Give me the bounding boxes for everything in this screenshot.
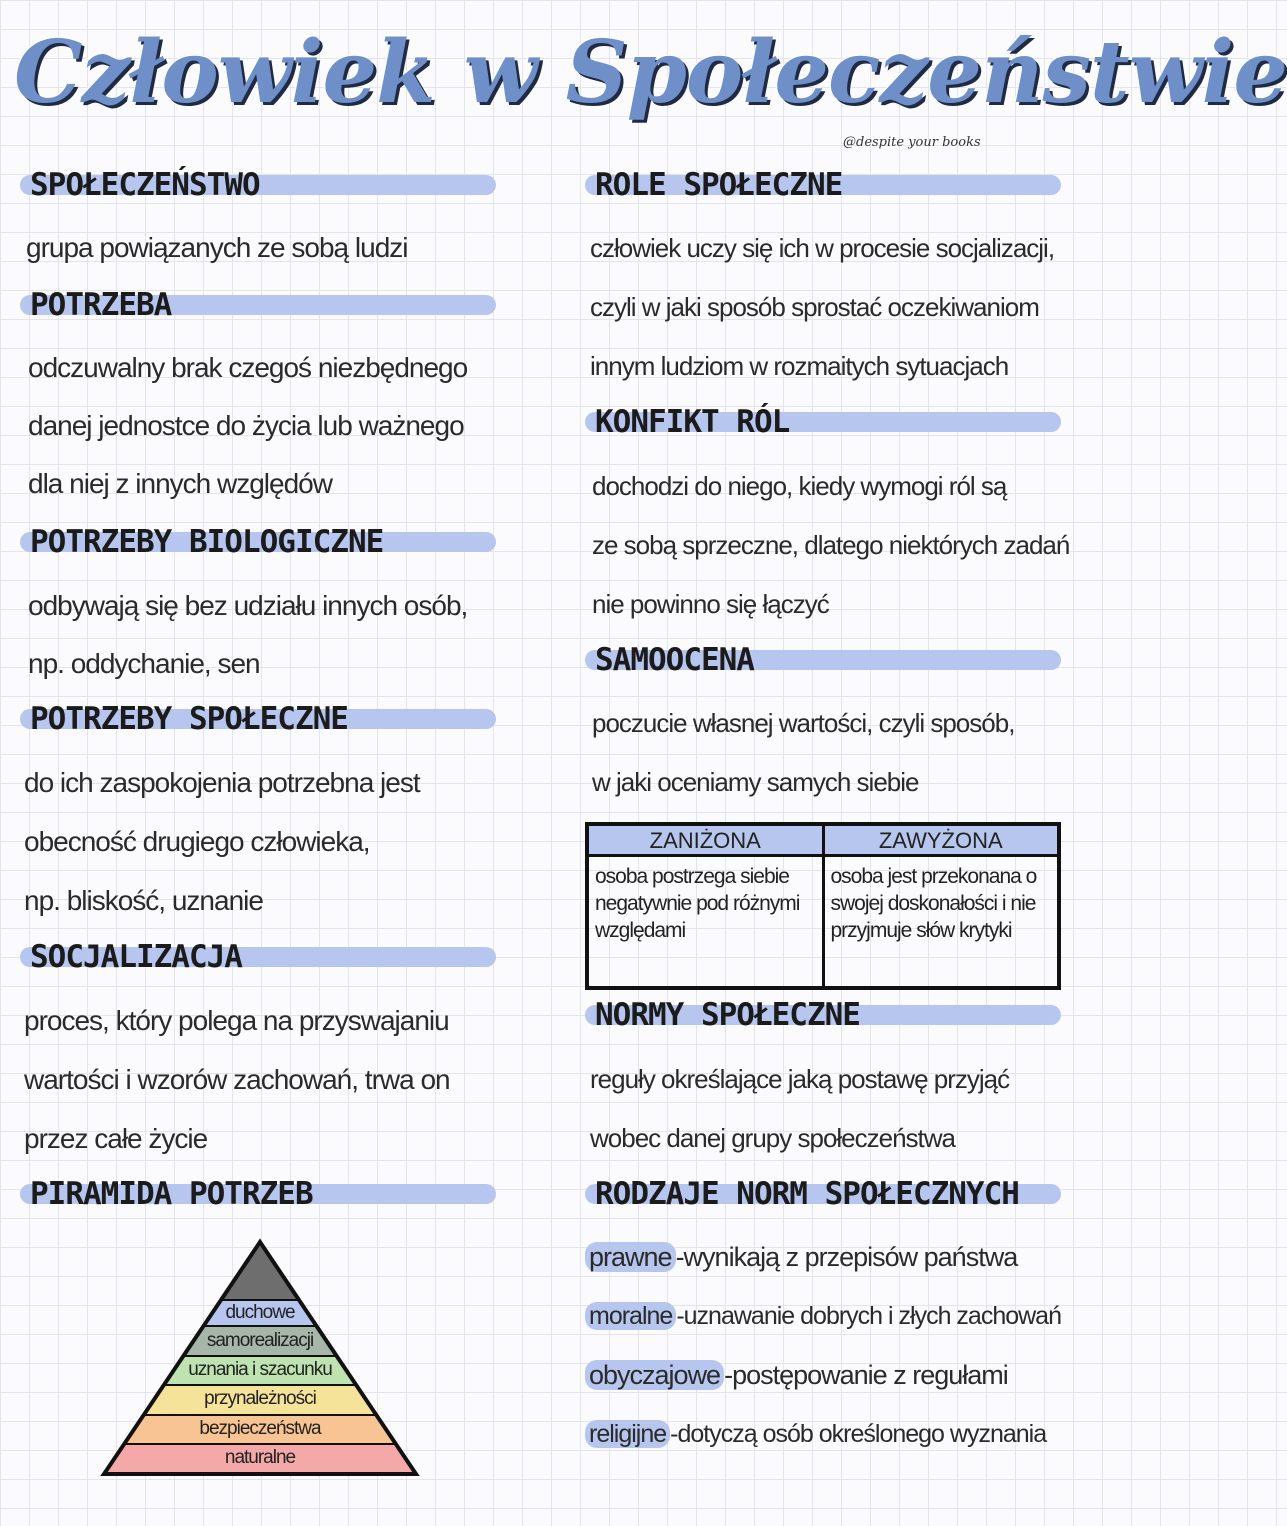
heading-text: SOCJALIZACJA [30, 939, 242, 975]
heading-text: POTRZEBY BIOLOGICZNE [30, 524, 384, 560]
text-line: grupa powiązanych ze sobą ludzi [26, 232, 408, 263]
heading-piramida-potrzeb [20, 1172, 496, 1216]
pyramid-band [221, 1242, 299, 1300]
text-line: poczucie własnej wartości, czyli sposób, [592, 708, 1015, 738]
table-cell-low: osoba postrzega siebie negatywnie pod różnymi względami [595, 865, 800, 942]
text-line: np. bliskość, uznanie [24, 885, 263, 916]
norm-term: prawne [585, 1242, 676, 1272]
text-line: dla niej z innych względów [28, 468, 332, 499]
norm-type-item [585, 1294, 1061, 1338]
heading-text: POTRZEBY SPOŁECZNE [30, 701, 348, 737]
text-line: reguły określające jaką postawę przyjąć [590, 1064, 1010, 1094]
page-title: Człowiek w Społeczeństwie [14, 22, 1287, 123]
pyramid-level-label: bezpieczeństwa [199, 1418, 321, 1439]
text-line: człowiek uczy się ich w procesie socjalizacji, [590, 233, 1055, 263]
text-line: wartości i wzorów zachowań, trwa on [24, 1064, 450, 1095]
norm-description: -postępowanie z regułami [724, 1360, 1008, 1390]
text-line: innym ludziom w rozmaitych sytuacjach [590, 351, 1009, 381]
text-line: wobec danej grupy społeczeństwa [590, 1123, 956, 1153]
text-line: odbywają się bez udziału innych osób, [28, 590, 468, 621]
text-line: obecność drugiego człowieka, [24, 826, 370, 857]
heading-text: PIRAMIDA POTRZEB [30, 1176, 313, 1212]
text-line: nie powinno się łączyć [592, 589, 829, 619]
heading-konflikt-rol [585, 400, 1061, 444]
text-line: np. oddychanie, sen [28, 648, 260, 679]
heading-spoleczenstwo [20, 163, 496, 207]
heading-text: SAMOOCENA [595, 642, 754, 678]
text-line: dochodzi do niego, kiedy wymogi ról są [592, 471, 1007, 501]
norm-description: -uznawanie dobrych i złych zachowań [676, 1302, 1061, 1330]
heading-normy-spoleczne [585, 993, 1061, 1037]
norm-description: -wynikają z przepisów państwa [675, 1242, 1018, 1272]
norm-type-item [585, 1353, 1008, 1397]
text-line: proces, który polega na przyswajaniu [24, 1005, 449, 1036]
heading-rodzaje-norm [585, 1172, 1061, 1216]
pyramid-level-label: przynależności [204, 1388, 316, 1409]
text-line: przez całe życie [24, 1123, 208, 1154]
heading-potrzeby-biologiczne [20, 520, 496, 564]
heading-potrzeba [20, 283, 496, 327]
pyramid-level-label: naturalne [224, 1447, 296, 1468]
pyramid-level-label: duchowe [225, 1302, 295, 1323]
text-line: w jaki oceniamy samych siebie [592, 767, 919, 797]
norm-term: moralne [585, 1302, 676, 1330]
heading-text: KONFIKT RÓL [595, 404, 790, 440]
norm-term: obyczajowe [585, 1360, 724, 1390]
norm-description: -dotyczą osób określonego wyznania [670, 1420, 1047, 1448]
table-column-low [589, 826, 822, 986]
heading-text: ROLE SPOŁECZNE [595, 167, 843, 203]
norm-term: religijne [585, 1420, 670, 1448]
heading-text: POTRZEBA [30, 287, 172, 323]
norm-type-item [585, 1412, 1046, 1456]
text-line: ze sobą sprzeczne, dlatego niektórych zadań [592, 530, 1070, 560]
norm-type-item [585, 1235, 1017, 1279]
pyramid-graphic [100, 1238, 420, 1478]
text-line: czyli w jaki sposób sprostać oczekiwaniom [590, 292, 1039, 322]
self-esteem-table [585, 822, 1061, 990]
table-header-high: ZAWYŻONA [825, 826, 1058, 857]
text-line: odczuwalny brak czegoś niezbędnego [28, 352, 468, 383]
heading-role-spoleczne [585, 163, 1061, 207]
pyramid-level-label: uznania i szacunku [188, 1359, 332, 1380]
pyramid-level-label: samorealizacji [206, 1330, 314, 1351]
table-cell-high: osoba jest przekonana o swojej doskonałości i nie przyjmuje słów krytyki [830, 865, 1037, 942]
heading-potrzeby-spoleczne [20, 697, 496, 741]
author-credit: @despite your books [843, 135, 981, 150]
needs-pyramid [100, 1238, 420, 1478]
heading-socjalizacja [20, 935, 496, 979]
heading-text: NORMY SPOŁECZNE [595, 997, 860, 1033]
heading-text: SPOŁECZEŃSTWO [30, 167, 260, 203]
table-header-low: ZANIŻONA [589, 826, 822, 857]
table-column-high [822, 826, 1058, 986]
heading-samoocena [585, 638, 1061, 682]
heading-text: RODZAJE NORM SPOŁECZNYCH [595, 1176, 1019, 1212]
text-line: do ich zaspokojenia potrzebna jest [24, 767, 420, 798]
text-line: danej jednostce do życia lub ważnego [28, 410, 464, 441]
